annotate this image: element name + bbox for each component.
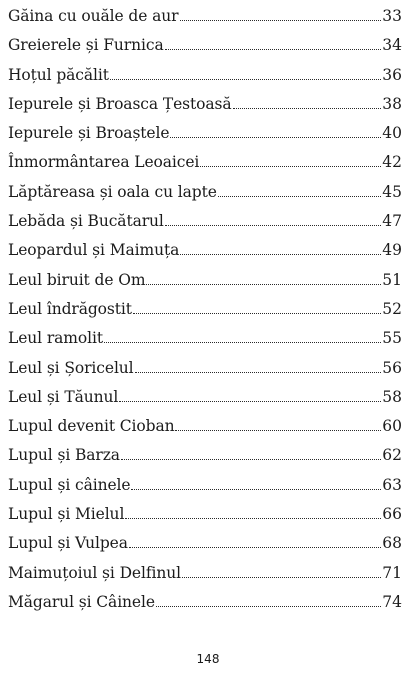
toc-entry[interactable] xyxy=(8,207,402,236)
dot-leader xyxy=(131,489,381,490)
toc-entry-title: Maimuțoiul și Delfinul xyxy=(8,563,181,582)
page-number: 148 xyxy=(196,652,220,666)
toc-entry[interactable] xyxy=(8,354,402,383)
toc-entry[interactable] xyxy=(8,588,402,617)
toc-entry-title: Înmormântarea Leoaicei xyxy=(8,153,200,172)
toc-entry-title: Lupul și Mielul xyxy=(8,505,125,524)
toc-entry-page: 62 xyxy=(382,446,402,465)
toc-entry-title: Leul și Tăunul xyxy=(8,387,119,406)
dot-leader xyxy=(175,430,381,431)
dot-leader xyxy=(180,20,382,21)
toc-entry-title: Iepurele și Broasca Țestoasă xyxy=(8,94,232,113)
toc-entry-page: 60 xyxy=(382,417,402,436)
dot-leader xyxy=(218,196,381,197)
dot-leader xyxy=(121,459,381,460)
dot-leader xyxy=(133,313,381,314)
toc-entry-title: Greierele și Furnica xyxy=(8,36,164,55)
toc-entry-page: 51 xyxy=(382,270,402,289)
toc-entry[interactable] xyxy=(8,148,402,177)
dot-leader xyxy=(182,577,381,578)
toc-entry-page: 56 xyxy=(382,358,402,377)
dot-leader xyxy=(200,166,381,167)
toc-entry-page: 40 xyxy=(382,124,402,143)
toc-entry[interactable] xyxy=(8,383,402,412)
dot-leader xyxy=(156,606,381,607)
toc-entry[interactable] xyxy=(8,266,402,295)
dot-leader xyxy=(129,547,381,548)
toc-entry-page: 42 xyxy=(382,153,402,172)
toc-entry[interactable] xyxy=(8,31,402,60)
toc-entry-page: 63 xyxy=(382,475,402,494)
toc-entry-title: Iepurele și Broaștele xyxy=(8,124,170,143)
toc-entry-title: Leul și Șoricelul xyxy=(8,358,134,377)
toc-entry-title: Leul ramolit xyxy=(8,329,103,348)
toc-entry-page: 49 xyxy=(382,241,402,260)
toc-entry-title: Leopardul și Maimuța xyxy=(8,241,180,260)
toc-entry-title: Lupul și câinele xyxy=(8,475,131,494)
toc-entry[interactable] xyxy=(8,324,402,353)
toc-entry-page: 34 xyxy=(382,36,402,55)
toc-entry-title: Leul îndrăgostit xyxy=(8,299,132,318)
toc-entry[interactable] xyxy=(8,119,402,148)
toc-entry-page: 38 xyxy=(382,94,402,113)
toc-entry[interactable] xyxy=(8,559,402,588)
dot-leader xyxy=(135,372,382,373)
toc-entry-title: Lebăda și Bucătarul xyxy=(8,212,164,231)
toc-entry-title: Lăptăreasa și oala cu lapte xyxy=(8,182,217,201)
toc-entry-page: 58 xyxy=(382,387,402,406)
toc-entry-title: Lupul și Barza xyxy=(8,446,120,465)
dot-leader xyxy=(165,225,381,226)
dot-leader xyxy=(125,518,381,519)
toc-entry-page: 66 xyxy=(382,505,402,524)
toc-entry[interactable] xyxy=(8,471,402,500)
toc-entry-title: Leul biruit de Om xyxy=(8,270,146,289)
toc-entry[interactable] xyxy=(8,90,402,119)
toc-entry[interactable] xyxy=(8,61,402,90)
toc-entry-page: 74 xyxy=(382,592,402,611)
toc-entry-title: Măgarul și Câinele xyxy=(8,592,155,611)
toc-entry[interactable] xyxy=(8,412,402,441)
toc-entry[interactable] xyxy=(8,500,402,529)
toc-entry[interactable] xyxy=(8,2,402,31)
dot-leader xyxy=(170,137,381,138)
dot-leader xyxy=(119,401,381,402)
toc-entry[interactable] xyxy=(8,441,402,470)
toc-entry-title: Hoțul păcălit xyxy=(8,65,109,84)
toc-entry-page: 45 xyxy=(382,182,402,201)
dot-leader xyxy=(165,49,382,50)
toc-entry-page: 52 xyxy=(382,299,402,318)
toc-entry-title: Lupul devenit Cioban xyxy=(8,417,175,436)
dot-leader xyxy=(233,108,382,109)
toc-entry[interactable] xyxy=(8,295,402,324)
toc-entry-title: Lupul și Vulpea xyxy=(8,534,128,553)
toc-entry-page: 71 xyxy=(382,563,402,582)
table-of-contents xyxy=(8,2,402,617)
toc-entry-page: 33 xyxy=(382,7,402,25)
toc-entry-page: 36 xyxy=(382,65,402,84)
dot-leader xyxy=(110,79,381,80)
toc-entry[interactable] xyxy=(8,529,402,558)
toc-entry-page: 68 xyxy=(382,534,402,553)
toc-entry[interactable] xyxy=(8,178,402,207)
toc-entry-title: Găina cu ouăle de aur xyxy=(8,7,179,25)
dot-leader xyxy=(104,342,381,343)
dot-leader xyxy=(146,284,381,285)
dot-leader xyxy=(180,254,381,255)
toc-entry-page: 47 xyxy=(382,212,402,231)
toc-entry[interactable] xyxy=(8,236,402,265)
toc-entry-page: 55 xyxy=(382,329,402,348)
